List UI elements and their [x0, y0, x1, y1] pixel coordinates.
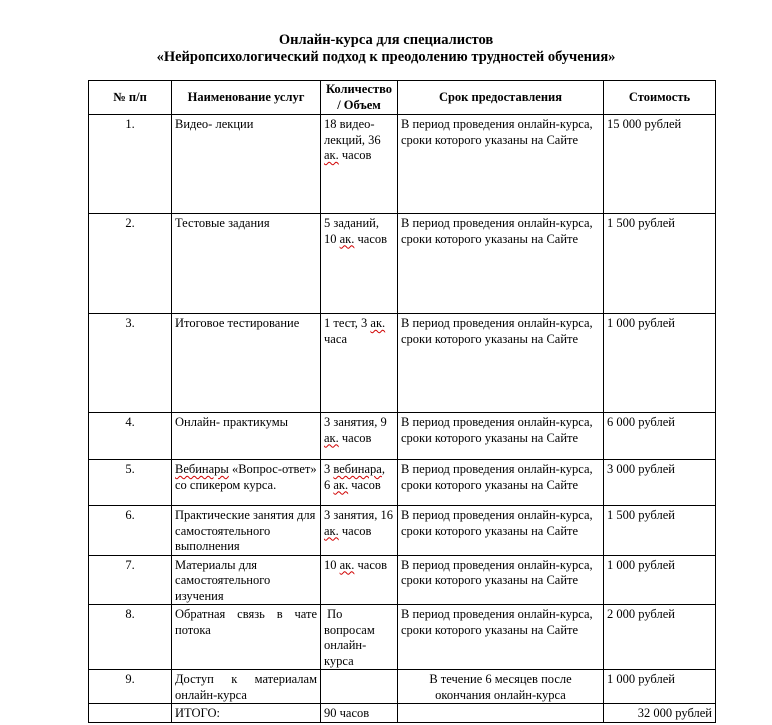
- row-num: 6.: [89, 506, 172, 556]
- table-row: [89, 460, 716, 506]
- services-table: [88, 80, 716, 723]
- row-price: 1 000 рублей: [604, 670, 716, 704]
- table-row: [89, 555, 716, 605]
- qty-abbr: ак.: [324, 523, 339, 538]
- row-qty: [321, 413, 398, 460]
- row-num: 8.: [89, 605, 172, 670]
- row-period: В период проведения онлайн-курса, сроки которого указаны на Сайте: [398, 314, 604, 413]
- row-price: 1 000 рублей: [604, 314, 716, 413]
- qty-abbr: ак.: [370, 316, 386, 330]
- qty-unit: часов: [338, 430, 372, 445]
- row-period: В период проведения онлайн-курса, сроки которого указаны на Сайте: [398, 460, 604, 506]
- name-rest: «Вопрос-ответ» со спикером курса.: [175, 462, 317, 492]
- qty-text: 3 занятия, 9: [324, 415, 387, 429]
- name-line-2: потока: [175, 622, 211, 637]
- qty-abbr: ак.: [333, 477, 349, 492]
- row-period: В период проведения онлайн-курса, сроки которого указаны на Сайте: [398, 115, 604, 214]
- header-qty: Количество / Объем: [321, 81, 398, 115]
- row-name: [172, 460, 321, 506]
- row-price: 6 000 рублей: [604, 413, 716, 460]
- row-name: Тестовые задания: [172, 214, 321, 314]
- row-price: 15 000 рублей: [604, 115, 716, 214]
- row-qty: [321, 214, 398, 314]
- total-num: [89, 704, 172, 723]
- header-price: Стоимость: [604, 81, 716, 115]
- row-num: 4.: [89, 413, 172, 460]
- name-word: Вебинары: [175, 462, 229, 476]
- total-price: 32 000 рублей: [604, 704, 716, 723]
- table-row: [89, 314, 716, 413]
- qty-word: вебинара: [333, 462, 382, 476]
- row-num: 3.: [89, 314, 172, 413]
- table-row: [89, 115, 716, 214]
- qty-text: 3: [324, 462, 334, 476]
- row-name: Итоговое тестирование: [172, 314, 321, 413]
- qty-text-2: , 6: [324, 462, 385, 492]
- qty-text: 18 видео-лекций, 36: [324, 117, 381, 147]
- name-line-1: Обратная связь в чате: [175, 607, 317, 621]
- row-price: 1 500 рублей: [604, 214, 716, 314]
- row-price: 2 000 рублей: [604, 605, 716, 670]
- row-period: В период проведения онлайн-курса, сроки которого указаны на Сайте: [398, 214, 604, 314]
- header-name: Наименование услуг: [172, 81, 321, 115]
- qty-unit: часов: [338, 523, 372, 538]
- row-period: В период проведения онлайн-курса, сроки которого указаны на Сайте: [398, 413, 604, 460]
- table-row: [89, 214, 716, 314]
- table-row: [89, 605, 716, 670]
- qty-abbr: ак.: [339, 557, 355, 572]
- row-period: В период проведения онлайн-курса, сроки которого указаны на Сайте: [398, 605, 604, 670]
- qty-unit: часов: [354, 557, 388, 572]
- qty-text: 3 занятия, 16: [324, 508, 393, 522]
- qty-text: 1 тест, 3: [324, 316, 371, 330]
- row-qty: [321, 115, 398, 214]
- qty-unit: часов: [338, 148, 372, 162]
- row-qty: [321, 670, 398, 704]
- table-header-row: [89, 81, 716, 115]
- qty-unit: часов: [348, 477, 381, 492]
- row-period: В период проведения онлайн-курса, сроки которого указаны на Сайте: [398, 555, 604, 605]
- row-name: [172, 670, 321, 704]
- row-name: Видео- лекции: [172, 115, 321, 214]
- row-period: В период проведения онлайн-курса, сроки которого указаны на Сайте: [398, 506, 604, 556]
- row-num: 1.: [89, 115, 172, 214]
- qty-unit: часов: [354, 231, 388, 246]
- row-num: 2.: [89, 214, 172, 314]
- row-price: 3 000 рублей: [604, 460, 716, 506]
- row-qty: [321, 460, 398, 506]
- row-qty: [321, 314, 398, 413]
- row-num: 7.: [89, 555, 172, 605]
- row-qty: [321, 555, 398, 605]
- row-num: 5.: [89, 460, 172, 506]
- row-name: Онлайн- практикумы: [172, 413, 321, 460]
- row-name: Практические занятия для самостоятельного выполнения: [172, 506, 321, 556]
- total-period: [398, 704, 604, 723]
- qty-text: 10: [324, 557, 340, 572]
- row-name: [172, 605, 321, 670]
- row-qty: По вопросам онлайн-курса: [321, 605, 398, 670]
- page-subtitle: «Нейропсихологический подход к преодолению трудностей обучения»: [156, 49, 616, 65]
- row-num: 9.: [89, 670, 172, 704]
- table-row: [89, 413, 716, 460]
- name-line-2: онлайн-курса: [175, 687, 247, 702]
- table-total-row: [89, 704, 716, 723]
- qty-unit: часа: [324, 331, 348, 346]
- total-qty: 90 часов: [321, 704, 398, 723]
- header-period: Срок предоставления: [398, 81, 604, 115]
- header-num: № п/п: [89, 81, 172, 115]
- qty-abbr: ак.: [324, 148, 339, 162]
- row-name: Материалы для самостоятельного изучения: [172, 555, 321, 605]
- table-row: [89, 670, 716, 704]
- row-qty: [321, 506, 398, 556]
- row-price: 1 000 рублей: [604, 555, 716, 605]
- qty-text: 5 заданий, 10: [324, 216, 379, 246]
- page-title: Онлайн-курса для специалистов: [278, 32, 494, 48]
- row-price: 1 500 рублей: [604, 506, 716, 556]
- qty-abbr: ак.: [324, 430, 339, 445]
- total-label: ИТОГО:: [172, 704, 321, 723]
- qty-abbr: ак.: [339, 231, 355, 246]
- table-row: [89, 506, 716, 556]
- name-line-1: Доступ к материалам: [175, 672, 317, 686]
- row-period: В течение 6 месяцев после окончания онлайн-курса: [398, 670, 604, 704]
